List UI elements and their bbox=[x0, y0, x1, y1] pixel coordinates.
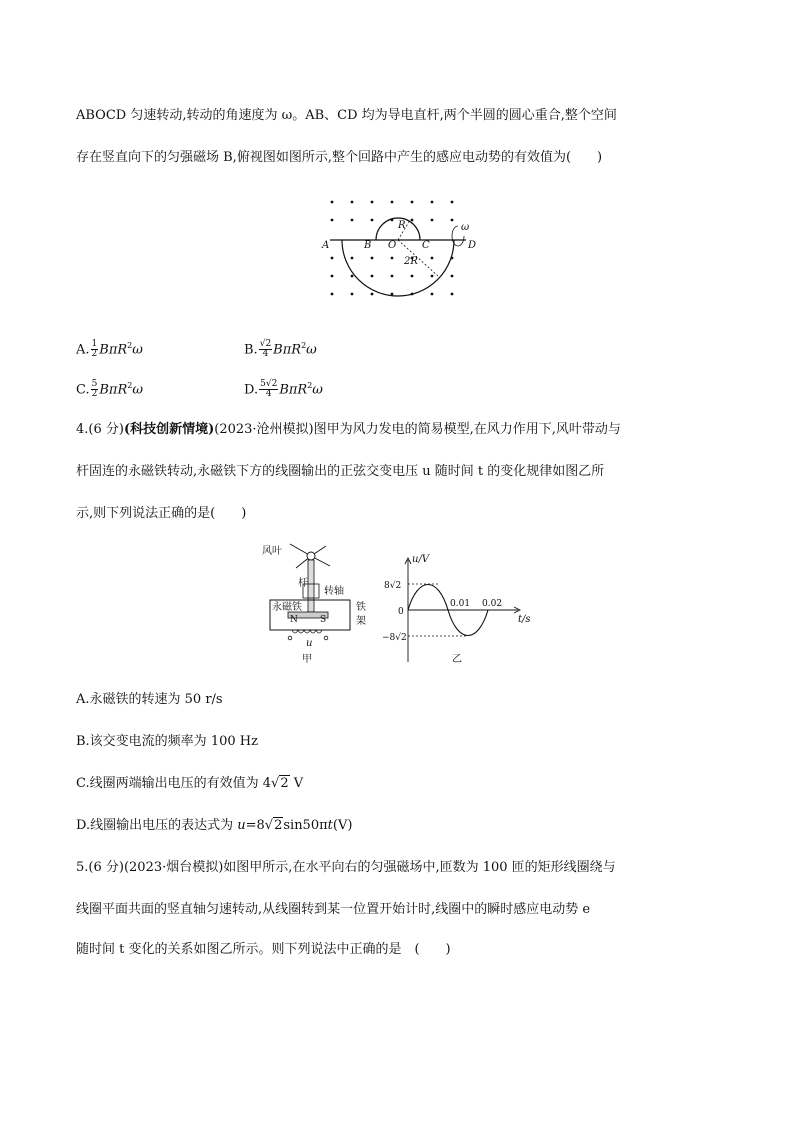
q4-option-c[interactable] bbox=[76, 774, 303, 794]
x-label: t/s bbox=[518, 614, 531, 625]
option-b-prefix: B. bbox=[244, 342, 258, 358]
option-c-expr: BπR bbox=[99, 382, 128, 398]
y-tick-top: 8√2 bbox=[384, 581, 402, 591]
option-c-fraction: $\frac{5}{2}$ bbox=[91, 379, 98, 400]
q3-option-d[interactable]: D. $\frac{5√2}{4}$ BπR$^2$ω bbox=[244, 379, 323, 400]
q4-text-line2: 杆固连的永磁铁转动,永磁铁下方的线圈输出的正弦交变电压 u 随时间 t 的变化规律如图乙所 bbox=[76, 464, 605, 479]
q5-text-line1: 5.(6 分)(2023·烟台模拟)如图甲所示,在水平向右的匀强磁场中,匝数为 100 匝的矩形线圈绕与 bbox=[76, 860, 616, 875]
label-r: R bbox=[398, 220, 406, 231]
label-b: B bbox=[364, 240, 372, 251]
label-gan: 杆 bbox=[298, 578, 308, 589]
q3-figure bbox=[318, 192, 478, 302]
option-d-expr: BπR bbox=[279, 382, 308, 398]
option-a-prefix: A. bbox=[76, 342, 90, 358]
label-c: C bbox=[422, 240, 430, 251]
y-label: u/V bbox=[412, 554, 430, 565]
q3-option-a[interactable]: A. $\frac{1}{2}$ BπR$^2$ω bbox=[76, 339, 143, 360]
origin-label: 0 bbox=[398, 607, 404, 617]
label-n: N bbox=[290, 615, 298, 625]
q5-text-line3: 随时间 t 变化的关系如图乙所示。则下列说法中正确的是 ( ) bbox=[76, 942, 451, 957]
x-tick-001: 0.01 bbox=[450, 599, 471, 609]
option-a-expr: BπR bbox=[99, 342, 128, 358]
label-jia-frame: 架 bbox=[356, 616, 366, 627]
q5-text-line2: 线圈平面共面的竖直轴匀速转动,从线圈转到某一位置开始计时,线圈中的瞬时感应电动势 e bbox=[76, 902, 591, 917]
x-tick-002: 0.02 bbox=[482, 599, 503, 609]
caption-yi: 乙 bbox=[452, 654, 462, 665]
unit-part: (V) bbox=[332, 818, 353, 833]
label-o: O bbox=[388, 240, 397, 251]
option-a-fraction: $\frac{1}{2}$ bbox=[91, 339, 98, 360]
q4-text-line3: 示,则下列说法正确的是( ) bbox=[76, 506, 247, 521]
option-c-text: C.线圈两端输出电压的有效值为 4 bbox=[76, 776, 272, 791]
q3-option-b[interactable]: B. $\frac{√2}{4}$ BπR$^2$ω bbox=[244, 339, 317, 360]
sqrt-symbol: √2 bbox=[271, 776, 289, 791]
q4-option-b[interactable]: B.该交变电流的频率为 100 Hz bbox=[76, 734, 258, 749]
option-d-text: D.线圈输出电压的表达式为 bbox=[76, 818, 238, 833]
q3-option-c[interactable]: C. $\frac{5}{2}$ BπR$^2$ω bbox=[76, 379, 143, 400]
option-c-prefix: C. bbox=[76, 382, 90, 398]
large-semicircle bbox=[342, 240, 454, 296]
q4-option-a[interactable]: A.永磁铁的转速为 50 r/s bbox=[76, 692, 223, 707]
option-b-fraction: $\frac{√2}{4}$ bbox=[259, 339, 272, 360]
rod bbox=[308, 560, 314, 612]
var-t: t bbox=[327, 818, 333, 833]
label-zhuanzhou: 转轴 bbox=[324, 586, 344, 597]
label-tie: 铁 bbox=[356, 602, 366, 613]
q4-text-line1 bbox=[76, 420, 621, 440]
caption-jia: 甲 bbox=[302, 654, 312, 665]
label-a: A bbox=[322, 240, 330, 251]
q4-line1-rest: (2023·沧州模拟)图甲为风力发电的简易模型,在风力作用下,风叶带动与 bbox=[214, 422, 621, 437]
label-s: S bbox=[320, 615, 327, 625]
eq-part: =8 bbox=[245, 818, 265, 833]
q3-text-line1: ABOCD 匀速转动,转动的角速度为 ω。AB、CD 均为导电直杆,两个半圆的圆心重合,整个空间 bbox=[76, 108, 617, 123]
label-u: u bbox=[306, 638, 313, 649]
q4-figure-yi bbox=[382, 550, 532, 668]
sin-part: sin50π bbox=[283, 818, 328, 833]
option-d-prefix: D. bbox=[244, 382, 259, 398]
label-magnet: 永磁铁 bbox=[272, 602, 302, 613]
label-omega: ω bbox=[461, 222, 470, 233]
q4-figure-jia bbox=[256, 542, 376, 668]
q4-number: 4.(6 分) bbox=[76, 422, 124, 437]
var-u: u bbox=[237, 818, 246, 833]
label-2r: 2R bbox=[404, 256, 418, 267]
sqrt-symbol: √2 bbox=[264, 818, 283, 833]
q3-text-line2: 存在竖直向下的匀强磁场 B,俯视图如图所示,整个回路中产生的感应电动势的有效值为( ) bbox=[76, 150, 603, 165]
option-b-expr: BπR bbox=[273, 342, 302, 358]
label-d: D bbox=[468, 240, 477, 251]
option-c-unit: V bbox=[289, 776, 304, 791]
option-d-fraction: $\frac{5√2}{4}$ bbox=[260, 379, 278, 400]
q4-tag: (科技创新情境) bbox=[123, 422, 215, 437]
y-tick-bottom: −8√2 bbox=[382, 633, 407, 643]
q4-option-d[interactable] bbox=[76, 816, 352, 836]
label-fengye: 风叶 bbox=[262, 546, 282, 557]
